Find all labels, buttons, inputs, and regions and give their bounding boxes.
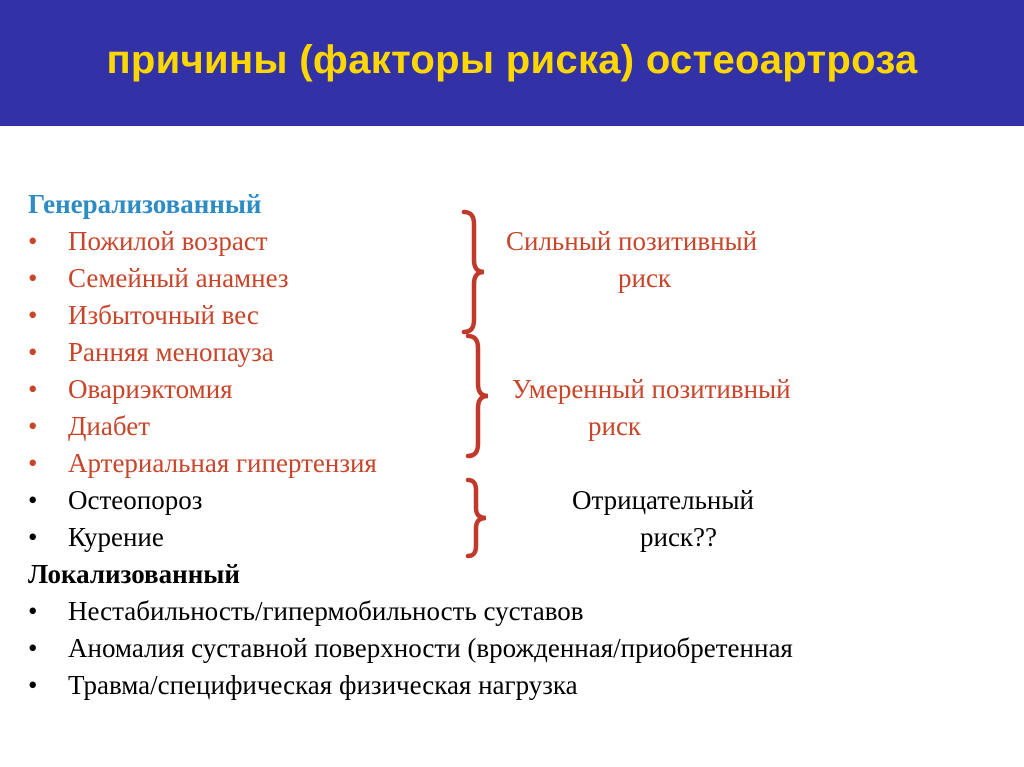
- moderate-risk-label-2: риск: [588, 411, 642, 441]
- brace-icon: [458, 210, 488, 334]
- bullet-icon: •: [28, 263, 38, 293]
- list-item-text: Нестабильность/гипермобильность суставов: [68, 596, 584, 626]
- title-banner: [0, 0, 1024, 126]
- list-item-text: Диабет: [68, 411, 151, 441]
- list-item-text: Избыточный вес: [68, 300, 259, 330]
- bullet-icon: •: [28, 485, 38, 515]
- negative-risk-label: Отрицательный: [572, 485, 754, 515]
- bullet-icon: •: [28, 411, 38, 441]
- brace-icon: [462, 334, 492, 458]
- bullet-icon: •: [28, 337, 38, 367]
- negative-risk-label-2: риск??: [640, 522, 718, 552]
- strong-risk-label: Сильный позитивный: [506, 226, 758, 256]
- bullet-icon: •: [28, 448, 38, 478]
- list-item-text: Травма/специфическая физическая нагрузка: [68, 670, 578, 700]
- strong-risk-label-2: риск: [618, 263, 672, 293]
- bullet-icon: •: [28, 670, 38, 700]
- brace-icon: [462, 478, 490, 558]
- list-item-text: Артериальная гипертензия: [68, 448, 377, 478]
- bullet-icon: •: [28, 596, 38, 626]
- localized-heading: Локализованный: [28, 559, 240, 589]
- bullet-icon: •: [28, 633, 38, 663]
- bullet-icon: •: [28, 374, 38, 404]
- list-item-text: Ранняя менопауза: [68, 337, 274, 367]
- list-item-text: Курение: [68, 522, 164, 552]
- bullet-icon: •: [28, 300, 38, 330]
- list-item-text: Семейный анамнез: [68, 263, 289, 293]
- moderate-risk-label: Умеренный позитивный: [512, 374, 791, 404]
- bullet-icon: •: [28, 522, 38, 552]
- generalized-heading: Генерализованный: [28, 189, 262, 219]
- bullet-icon: •: [28, 226, 38, 256]
- list-item-text: Пожилой возраст: [68, 226, 268, 256]
- list-item-text: Остеопороз: [68, 485, 203, 515]
- list-item-text: Аномалия суставной поверхности (врожденная/приобретенная: [68, 633, 793, 663]
- page-title: причины (факторы риска) остеоартроза: [106, 38, 918, 82]
- list-item-text: Овариэктомия: [68, 374, 233, 404]
